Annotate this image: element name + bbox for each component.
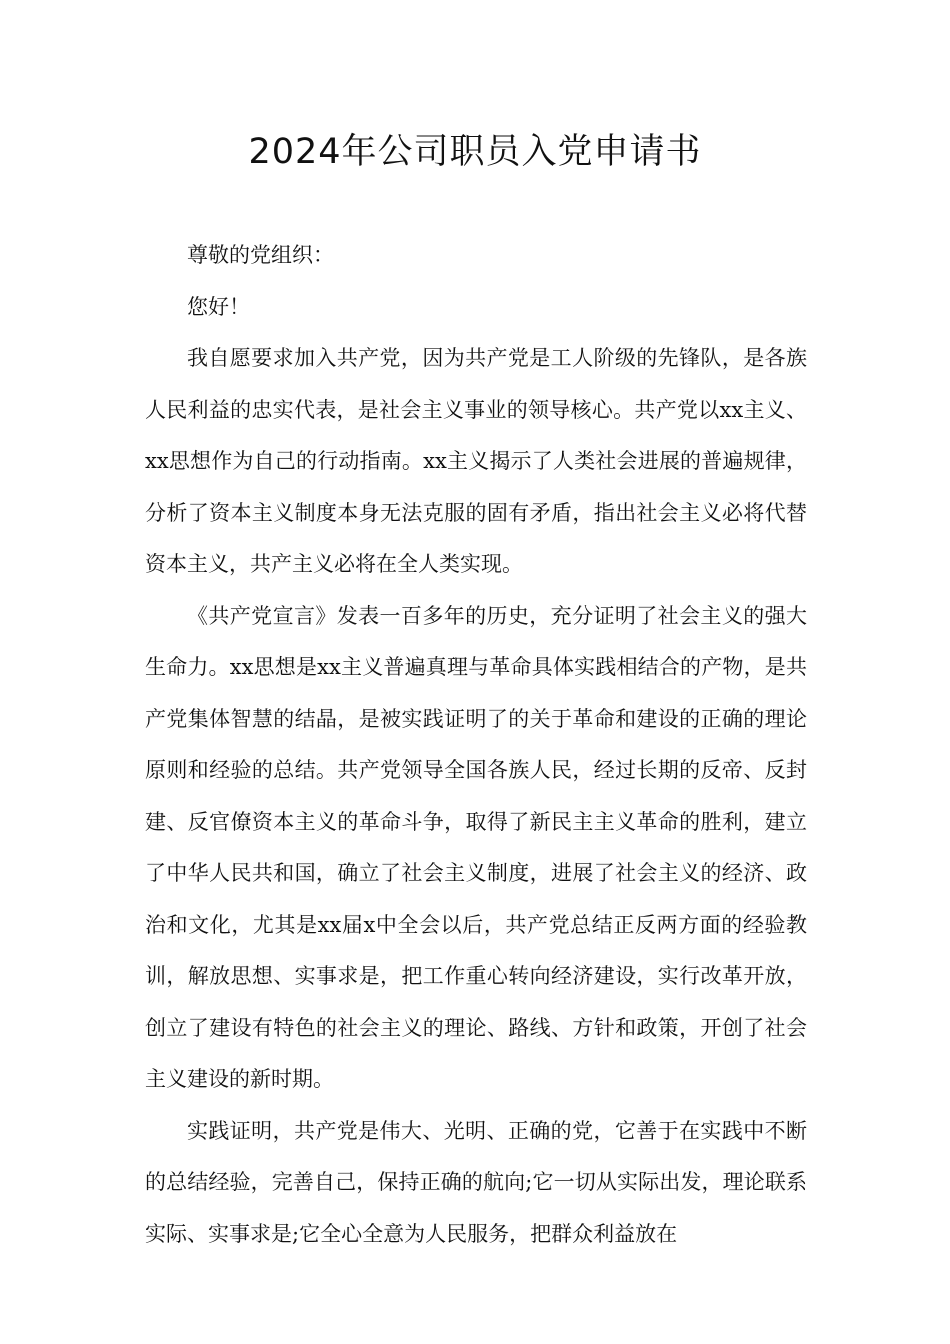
paragraph: 《共产党宣言》发表一百多年的历史，充分证明了社会主义的强大生命力。xx思想是xx主义普遍真理与革命具体实践相结合的产物，是共产党集体智慧的结晶，是被实践证明了的关于革命和建设的正确的理论原则和经验的总结。共产党领导全国各族人民，经过长期的反帝、反封建、反官僚资本主义的革命斗争，取得了新民主主义革命的胜利，建立了中华人民共和国，确立了社会主义制度，进展了社会主义的经济、政治和文化，尤其是xx届x中全会以后，共产党总结正反两方面的经验教训，解放思想、实事求是，把工作重心转向经济建设，实行改革开放，创立了建设有特色的社会主义的理论、路线、方针和政策，开创了社会主义建设的新时期。 [145, 603, 807, 1091]
salutation: 尊敬的党组织： [187, 243, 334, 267]
document-title: 2024年公司职员入党申请书 [248, 132, 702, 172]
paragraph: 实践证明，共产党是伟大、光明、正确的党，它善于在实践中不断的总结经验，完善自己，保持正确的航向;它一切从实际出发，理论联系实际、实事求是;它全心全意为人民服务，把群众利益放在 [145, 1118, 807, 1246]
document-body [145, 230, 807, 1260]
paragraph: 我自愿要求加入共产党，因为共产党是工人阶级的先锋队，是各族人民利益的忠实代表，是社会主义事业的领导核心。共产党以xx主义、xx思想作为自己的行动指南。xx主义揭示了人类社会进展的普遍规律，分析了资本主义制度本身无法克服的固有矛盾，指出社会主义必将代替资本主义，共产主义必将在全人类实现。 [145, 346, 807, 576]
greeting: 您好！ [187, 294, 250, 319]
